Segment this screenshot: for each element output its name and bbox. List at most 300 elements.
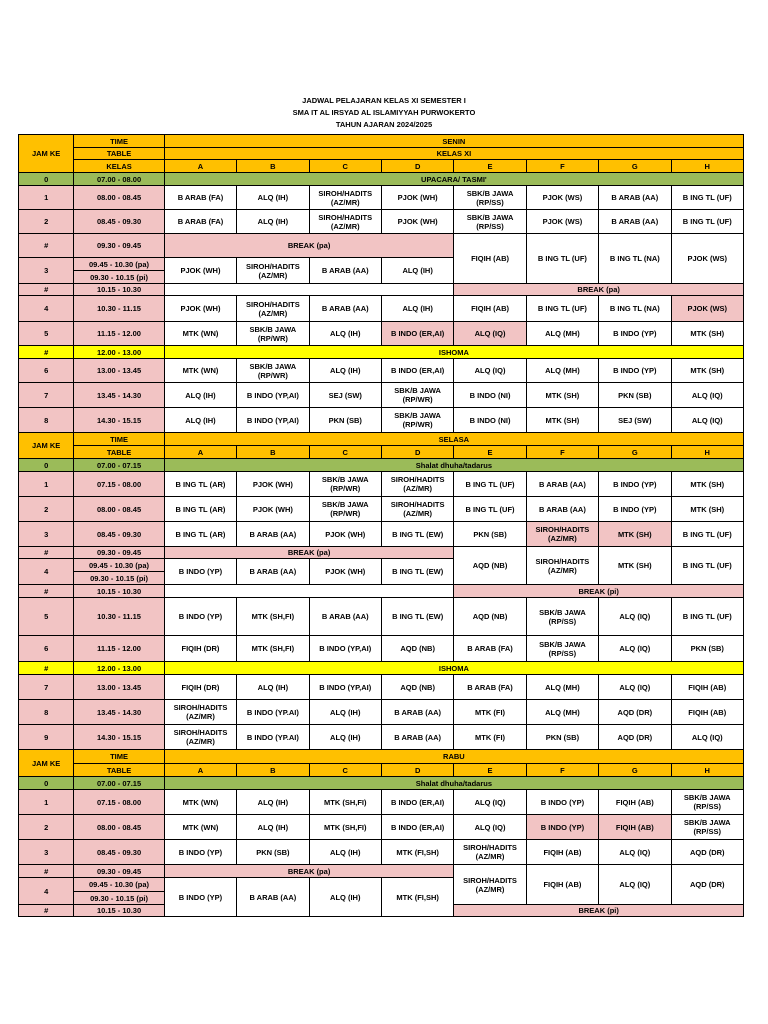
table-cell: # [19,905,74,917]
table-cell: B INDO (YP) [599,472,671,497]
table-row [19,472,744,497]
table-cell: SBK/B JAWA (RP/SS) [671,815,743,840]
table-cell: ALQ (IH) [237,790,309,815]
table-cell: SIROH/HADITS (AZ/MR) [526,547,598,585]
table-cell: F [526,160,598,173]
table-cell: H [671,764,743,777]
table-row [19,662,744,675]
table-cell: FIQIH (AB) [526,840,598,865]
table-cell: SIROH/HADITS (AZ/MR) [381,497,453,522]
table-cell: SIROH/HADITS (AZ/MR) [309,186,381,210]
table-cell: 14.30 - 15.15 [74,408,164,433]
table-cell: B [237,160,309,173]
table-cell: FIQIH (AB) [671,675,743,700]
table-cell: 08.45 - 09.30 [74,522,164,547]
table-cell: B ING TL (NA) [599,234,671,284]
table-cell: AQD (NB) [381,675,453,700]
table-cell: JAM KE [19,750,74,777]
table-cell: PKN (SB) [454,522,526,547]
table-cell: SEJ (SW) [599,408,671,433]
table-cell: G [599,764,671,777]
table-cell: AQD (DR) [599,700,671,725]
table-cell: AQD (NB) [454,598,526,636]
table-cell: B INDO (YP) [164,559,236,585]
table-cell: 14.30 - 15.15 [74,725,164,750]
table-cell: ALQ (IQ) [599,598,671,636]
table-cell: G [599,446,671,459]
table-cell: PJOK (WH) [237,497,309,522]
table-cell: PKN (SB) [671,636,743,662]
table-row [19,284,744,296]
table-cell: JAM KE [19,433,74,459]
table-cell: B ING TL (UF) [671,598,743,636]
table-row [19,598,744,636]
table-cell: SBK/B JAWA (RP/SS) [454,210,526,234]
table-cell: B INDO (YP,AI) [309,675,381,700]
table-cell: AQD (DR) [671,865,743,905]
table-cell: B ARAB (FA) [164,186,236,210]
table-cell: 12.00 - 13.00 [74,662,164,675]
table-cell: B ARAB (AA) [526,472,598,497]
document-title [0,95,768,131]
table-cell: # [19,284,74,296]
title-line-3: TAHUN AJARAN 2024/2025 [335,120,433,129]
table-cell: FIQIH (DR) [164,675,236,700]
table-cell: # [19,234,74,258]
table-row [19,764,744,777]
schedule-body [19,135,744,917]
table-cell: TABLE [74,446,164,459]
table-cell: B INDO (NI) [454,408,526,433]
table-cell: MTK (SH,FI) [237,598,309,636]
table-cell: B ARAB (AA) [309,258,381,284]
table-cell: SIROH/HADITS (AZ/MR) [237,258,309,284]
table-cell: 08.45 - 09.30 [74,840,164,865]
table-cell: A [164,160,236,173]
table-cell: SIROH/HADITS (AZ/MR) [454,865,526,905]
table-row [19,446,744,459]
table-cell: SBK/B JAWA (RP/WR) [237,322,309,346]
table-cell: # [19,865,74,878]
table-row [19,433,744,446]
table-cell: 5 [19,322,74,346]
table-cell: FIQIH (AB) [599,815,671,840]
table-cell: ISHOMA [164,346,743,359]
table-cell: 1 [19,790,74,815]
table-cell: F [526,764,598,777]
table-cell: PKN (SB) [309,408,381,433]
schedule-table [18,134,744,917]
table-cell: MTK (FI) [454,700,526,725]
table-cell: ALQ (IH) [309,322,381,346]
table-cell: ALQ (IQ) [599,675,671,700]
table-cell: B ARAB (AA) [599,186,671,210]
table-row [19,383,744,408]
table-cell: ALQ (IH) [164,383,236,408]
table-cell: B INDO (YP) [164,878,236,917]
table-cell: KELAS XI [164,148,743,160]
table-cell: PJOK (WS) [526,210,598,234]
table-row [19,865,744,878]
table-cell: MTK (SH,FI) [309,815,381,840]
table-cell: PJOK (WH) [309,522,381,547]
table-cell: ALQ (MH) [526,675,598,700]
table-cell: ALQ (IH) [237,186,309,210]
table-cell: Shalat dhuha/tadarus [164,777,743,790]
table-cell: ALQ (IQ) [671,725,743,750]
table-cell: ALQ (IQ) [454,790,526,815]
table-cell: ALQ (IH) [237,210,309,234]
table-cell: 3 [19,258,74,284]
table-cell: 2 [19,815,74,840]
table-cell: 09.30 - 09.45 [74,547,164,559]
table-cell: 13.00 - 13.45 [74,675,164,700]
table-cell: 09.30 - 10.15 (pi) [74,892,164,905]
table-cell: ALQ (IH) [309,725,381,750]
table-cell: B [237,764,309,777]
table-cell: FIQIH (AB) [454,296,526,322]
table-cell: PJOK (WH) [309,559,381,585]
table-cell: MTK (SH) [671,472,743,497]
table-cell: B ING TL (AR) [164,522,236,547]
table-cell: B [237,446,309,459]
table-cell: PKN (SB) [526,725,598,750]
table-cell: MTK (SH) [526,383,598,408]
table-cell: B ING TL (UF) [454,472,526,497]
table-row [19,160,744,173]
table-cell: 09.45 - 10.30 (pa) [74,258,164,271]
table-cell: MTK (SH,FI) [309,790,381,815]
table-cell: MTK (SH) [671,497,743,522]
table-cell: FIQIH (AB) [671,700,743,725]
table-cell: JAM KE [19,135,74,173]
table-cell: SIROH/HADITS (AZ/MR) [381,472,453,497]
table-cell: B ARAB (AA) [381,725,453,750]
table-cell: 1 [19,472,74,497]
table-cell: SIROH/HADITS (AZ/MR) [454,840,526,865]
table-row [19,675,744,700]
table-cell: 1 [19,186,74,210]
table-cell: FIQIH (DR) [164,636,236,662]
table-cell: PJOK (WH) [164,258,236,284]
table-row [19,359,744,383]
table-row [19,186,744,210]
table-cell: # [19,547,74,559]
table-cell: 4 [19,878,74,905]
table-cell: SBK/B JAWA (RP/SS) [526,636,598,662]
table-cell: C [309,160,381,173]
table-cell: TIME [74,135,164,148]
table-row [19,148,744,160]
table-cell: B INDO (NI) [454,383,526,408]
table-cell: 8 [19,700,74,725]
table-cell: B ARAB (AA) [381,700,453,725]
table-cell: UPACARA/ TASMI' [164,173,743,186]
table-cell: SENIN [164,135,743,148]
table-cell: 11.15 - 12.00 [74,636,164,662]
table-cell: C [309,446,381,459]
table-cell: 12.00 - 13.00 [74,346,164,359]
table-cell: AQD (DR) [599,725,671,750]
table-cell: MTK (FI,SH) [381,878,453,917]
table-cell: SBK/B JAWA (RP/WR) [237,359,309,383]
table-cell: SIROH/HADITS (AZ/MR) [164,725,236,750]
table-cell [164,284,454,296]
table-cell: B ING TL (UF) [671,522,743,547]
table-cell: E [454,160,526,173]
table-cell: B INDO (YP,AI) [237,408,309,433]
table-row [19,497,744,522]
table-cell: BREAK (pi) [454,905,744,917]
table-cell: B ING TL (UF) [454,497,526,522]
table-cell: SIROH/HADITS (AZ/MR) [164,700,236,725]
table-cell: ALQ (IH) [237,815,309,840]
table-cell: AQD (DR) [671,840,743,865]
table-cell: 09.30 - 09.45 [74,234,164,258]
table-cell: PJOK (WH) [164,296,236,322]
table-cell: B ING TL (UF) [671,210,743,234]
table-row [19,408,744,433]
table-cell: 09.45 - 10.30 (pa) [74,559,164,572]
table-cell: TABLE [74,148,164,160]
table-cell: B ING TL (UF) [671,186,743,210]
table-cell: H [671,160,743,173]
table-cell: B ARAB (AA) [309,598,381,636]
title-line-2: SMA IT AL IRSYAD AL ISLAMIYYAH PURWOKERTO [292,108,476,117]
table-cell: B INDO (ER,AI) [381,359,453,383]
table-cell: 4 [19,296,74,322]
table-cell: F [526,446,598,459]
table-cell: PKN (SB) [237,840,309,865]
table-row [19,135,744,148]
table-cell: 09.30 - 10.15 (pi) [74,572,164,585]
table-cell: 10.30 - 11.15 [74,598,164,636]
table-cell: TIME [74,433,164,446]
table-cell: B INDO (YP,AI) [309,636,381,662]
title-line-1: JADWAL PELAJARAN KELAS XI SEMESTER I [302,96,466,105]
table-cell: FIQIH (AB) [454,234,526,284]
table-cell: ALQ (IQ) [599,636,671,662]
table-cell: 08.00 - 08.45 [74,815,164,840]
table-cell: MTK (SH) [599,522,671,547]
table-cell: B ING TL (NA) [599,296,671,322]
table-cell: B ING TL (UF) [526,296,598,322]
table-row [19,790,744,815]
table-cell: MTK (SH) [526,408,598,433]
table-cell: 9 [19,725,74,750]
table-cell: FIQIH (AB) [526,865,598,905]
table-cell: 7 [19,383,74,408]
table-cell: B ARAB (FA) [164,210,236,234]
table-cell: PJOK (WS) [671,234,743,284]
table-cell: 0 [19,459,74,472]
table-cell: 4 [19,559,74,585]
table-cell: D [381,764,453,777]
table-row [19,234,744,258]
table-row [19,750,744,764]
table-cell: H [671,446,743,459]
table-cell: B INDO (YP) [599,322,671,346]
table-cell: C [309,764,381,777]
table-cell: 6 [19,636,74,662]
table-cell: ALQ (IQ) [671,408,743,433]
table-row [19,725,744,750]
table-cell: PJOK (WH) [237,472,309,497]
table-cell: B INDO (YP) [526,790,598,815]
table-cell: PJOK (WH) [381,210,453,234]
table-cell: B INDO (ER,AI) [381,790,453,815]
table-cell: B ING TL (EW) [381,559,453,585]
table-cell: MTK (SH) [599,547,671,585]
table-cell: A [164,446,236,459]
table-cell: SBK/B JAWA (RP/SS) [454,186,526,210]
table-cell: RABU [164,750,743,764]
table-cell: SBK/B JAWA (RP/WR) [309,497,381,522]
table-row [19,815,744,840]
table-cell: B ING TL (EW) [381,522,453,547]
table-cell: MTK (SH) [671,322,743,346]
table-cell: B INDO (YP,AI) [237,383,309,408]
table-cell: SBK/B JAWA (RP/WR) [309,472,381,497]
table-cell: ALQ (IQ) [454,359,526,383]
table-cell: D [381,160,453,173]
table-cell: ALQ (MH) [526,359,598,383]
table-cell: ISHOMA [164,662,743,675]
table-cell: MTK (SH,FI) [237,636,309,662]
table-cell: MTK (WN) [164,790,236,815]
table-cell: PJOK (WS) [526,186,598,210]
table-row [19,840,744,865]
table-cell: ALQ (IQ) [454,322,526,346]
table-cell: PJOK (WH) [381,186,453,210]
table-cell: 2 [19,497,74,522]
table-cell: ALQ (MH) [526,700,598,725]
table-cell: ALQ (IH) [309,878,381,917]
table-cell: SBK/B JAWA (RP/WR) [381,383,453,408]
table-row [19,636,744,662]
table-cell: KELAS [74,160,164,173]
table-cell: 11.15 - 12.00 [74,322,164,346]
table-cell: B INDO (YP.AI) [237,700,309,725]
table-cell: MTK (WN) [164,359,236,383]
table-cell: 3 [19,522,74,547]
table-cell [164,585,454,598]
table-cell: BREAK (pa) [164,547,454,559]
table-cell: BREAK (pa) [164,865,454,878]
table-cell: MTK (FI,SH) [381,840,453,865]
table-cell: TIME [74,750,164,764]
table-cell: A [164,764,236,777]
table-cell: ALQ (MH) [526,322,598,346]
table-row [19,346,744,359]
table-cell: B INDO (YP) [164,840,236,865]
table-cell: 07.15 - 08.00 [74,472,164,497]
table-row [19,296,744,322]
table-cell: D [381,446,453,459]
table-cell: TABLE [74,764,164,777]
table-cell: SBK/B JAWA (RP/SS) [526,598,598,636]
table-cell: SBK/B JAWA (RP/SS) [671,790,743,815]
table-cell: 07.15 - 08.00 [74,790,164,815]
table-cell: B INDO (YP) [599,359,671,383]
table-cell: SIROH/HADITS (AZ/MR) [526,522,598,547]
table-cell: SIROH/HADITS (AZ/MR) [237,296,309,322]
table-cell: 09.30 - 09.45 [74,865,164,878]
table-cell: # [19,346,74,359]
table-cell: 10.15 - 10.30 [74,284,164,296]
table-row [19,777,744,790]
table-cell: B INDO (YP) [164,598,236,636]
table-cell: B INDO (YP) [526,815,598,840]
table-cell: 2 [19,210,74,234]
table-row [19,700,744,725]
table-row [19,210,744,234]
table-cell: Shalat dhuha/tadarus [164,459,743,472]
table-cell: ALQ (IH) [237,675,309,700]
table-cell: 8 [19,408,74,433]
table-cell: ALQ (IH) [309,359,381,383]
table-row [19,322,744,346]
table-cell: B ARAB (AA) [526,497,598,522]
table-cell: E [454,764,526,777]
table-cell: SELASA [164,433,743,446]
table-cell: E [454,446,526,459]
table-cell: 0 [19,173,74,186]
table-cell: ALQ (IQ) [454,815,526,840]
table-cell: B ARAB (AA) [237,878,309,917]
table-cell: 13.45 - 14.30 [74,700,164,725]
table-cell: SEJ (SW) [309,383,381,408]
table-cell: B INDO (YP.AI) [237,725,309,750]
table-cell: B ING TL (EW) [381,598,453,636]
table-row [19,173,744,186]
table-row [19,522,744,547]
table-cell: 10.30 - 11.15 [74,296,164,322]
table-cell: ALQ (IH) [381,296,453,322]
table-cell: SBK/B JAWA (RP/WR) [381,408,453,433]
table-cell: MTK (WN) [164,815,236,840]
table-cell: ALQ (IH) [381,258,453,284]
table-cell: B ING TL (AR) [164,497,236,522]
table-cell: 13.00 - 13.45 [74,359,164,383]
table-cell: 7 [19,675,74,700]
table-cell: MTK (FI) [454,725,526,750]
table-cell: B ARAB (FA) [454,675,526,700]
table-cell: 08.00 - 08.45 [74,186,164,210]
table-cell: 09.30 - 10.15 (pi) [74,271,164,284]
table-cell: B ING TL (AR) [164,472,236,497]
table-cell: SIROH/HADITS (AZ/MR) [309,210,381,234]
table-cell: B INDO (ER,AI) [381,815,453,840]
table-cell: PKN (SB) [599,383,671,408]
table-cell: FIQIH (AB) [599,790,671,815]
table-cell: 09.45 - 10.30 (pa) [74,878,164,892]
table-cell: 10.15 - 10.30 [74,585,164,598]
table-cell: 0 [19,777,74,790]
table-cell: B ING TL (UF) [526,234,598,284]
table-cell: 10.15 - 10.30 [74,905,164,917]
table-cell: B ARAB (AA) [599,210,671,234]
table-cell: MTK (SH) [671,359,743,383]
table-cell: 3 [19,840,74,865]
table-cell: AQD (NB) [381,636,453,662]
table-cell: B ARAB (FA) [454,636,526,662]
table-cell: ALQ (IQ) [671,383,743,408]
table-cell: 13.45 - 14.30 [74,383,164,408]
table-cell: 08.00 - 08.45 [74,497,164,522]
table-cell: B INDO (ER,AI) [381,322,453,346]
table-cell: PJOK (WS) [671,296,743,322]
